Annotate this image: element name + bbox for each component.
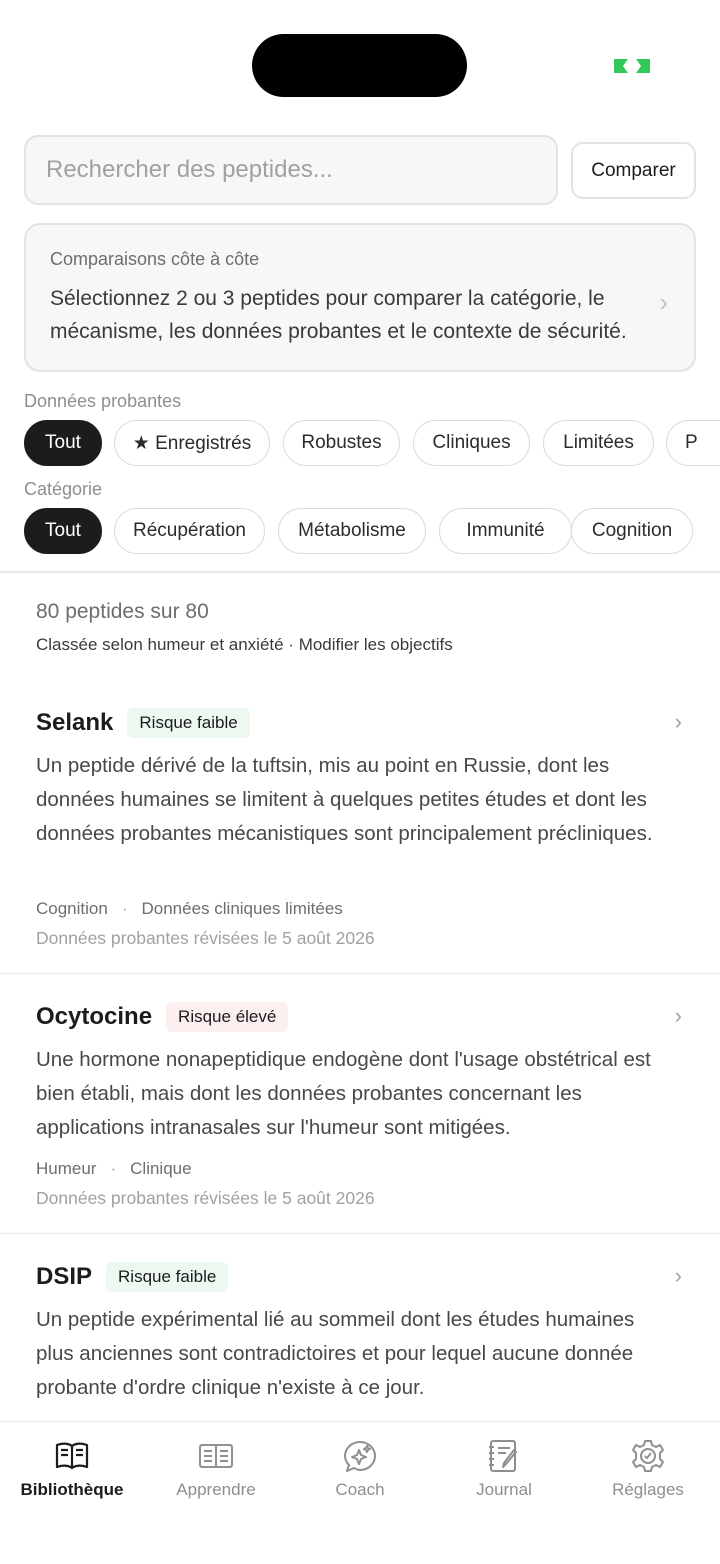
compare-card-title: Comparaisons côte à côte bbox=[50, 249, 260, 269]
category-chip-immunity[interactable]: Immunité bbox=[439, 508, 572, 554]
peptide-name: DSIP bbox=[36, 1263, 93, 1290]
risk-badge: Risque élevé bbox=[166, 1002, 288, 1032]
peptide-category: Humeur bbox=[36, 1159, 97, 1178]
category-chip-row bbox=[24, 508, 720, 554]
risk-badge: Risque faible bbox=[106, 1262, 228, 1292]
compare-button[interactable]: Comparer bbox=[571, 142, 696, 199]
peptide-header bbox=[36, 1261, 228, 1293]
evidence-chip-clinical[interactable]: Cliniques bbox=[413, 420, 530, 466]
chevron-right-icon: › bbox=[674, 709, 682, 734]
evidence-chip-saved[interactable]: ★ Enregistrés bbox=[114, 420, 270, 466]
chevron-right-icon: › bbox=[674, 1263, 682, 1288]
peptide-meta bbox=[36, 899, 343, 919]
peptide-category: Cognition bbox=[36, 899, 108, 918]
category-chip-cognition[interactable]: Cognition bbox=[571, 508, 693, 554]
chevron-right-icon: › bbox=[659, 287, 668, 317]
tab-journal[interactable] bbox=[432, 1422, 576, 1522]
peptide-evidence: Données cliniques limitées bbox=[141, 899, 343, 918]
evidence-filter-label: Données probantes bbox=[24, 391, 182, 411]
divider bbox=[0, 571, 720, 573]
peptide-description: Un peptide dérivé de la tuftsin, mis au point en Russie, dont les données humaines se limitent à quelques petites études et dont les données probantes mécanistiques sont principalement précliniques. bbox=[36, 754, 653, 845]
tab-coach[interactable] bbox=[288, 1422, 432, 1522]
tab-learn[interactable] bbox=[144, 1422, 288, 1522]
tab-label: Réglages bbox=[612, 1480, 684, 1499]
evidence-chip-limited[interactable]: Limitées bbox=[543, 420, 654, 466]
ranking-info: Classée selon humeur et anxiété · Modifier les objectifs bbox=[36, 635, 453, 654]
gear-icon bbox=[630, 1438, 666, 1474]
meta-separator: · bbox=[110, 1159, 117, 1178]
book-open-icon bbox=[54, 1438, 90, 1474]
category-chip-recovery[interactable]: Récupération bbox=[114, 508, 265, 554]
evidence-chip-more[interactable]: P bbox=[666, 420, 720, 466]
tab-settings[interactable] bbox=[576, 1422, 720, 1522]
tab-label: Coach bbox=[335, 1480, 385, 1499]
dynamic-island bbox=[252, 34, 467, 97]
tab-library[interactable] bbox=[0, 1422, 144, 1522]
tab-bar bbox=[0, 1421, 720, 1564]
peptide-name: Selank bbox=[36, 709, 114, 736]
results-count: 80 peptides sur 80 bbox=[36, 600, 209, 623]
chat-sparkle-icon bbox=[342, 1438, 378, 1474]
tab-label: Apprendre bbox=[176, 1480, 256, 1499]
peptide-card-selank[interactable] bbox=[0, 707, 720, 974]
peptide-card-ocytocine[interactable] bbox=[0, 1001, 720, 1234]
peptide-reviewed-date: Données probantes révisées le 5 août 2026 bbox=[36, 1188, 375, 1208]
category-filter-label: Catégorie bbox=[24, 479, 103, 499]
chevron-right-icon: › bbox=[674, 1003, 682, 1028]
category-chip-all[interactable]: Tout bbox=[24, 508, 102, 554]
peptide-header bbox=[36, 1001, 288, 1033]
evidence-chip-row bbox=[24, 420, 720, 466]
reader-icon bbox=[198, 1438, 234, 1474]
peptide-header bbox=[36, 707, 250, 739]
peptide-description: Une hormone nonapeptidique endogène dont l'usage obstétrical est bien établi, mais dont les données probantes concernant les applications intranasales sur l'humeur sont mitigées. bbox=[36, 1048, 651, 1139]
tab-label: Journal bbox=[476, 1480, 532, 1499]
category-chip-metabolism[interactable]: Métabolisme bbox=[278, 508, 426, 554]
peptide-meta bbox=[36, 1159, 192, 1179]
evidence-chip-robust[interactable]: Robustes bbox=[283, 420, 400, 466]
compare-card-text: Sélectionnez 2 ou 3 peptides pour comparer la catégorie, le mécanisme, les données probantes et le contexte de sécurité. bbox=[50, 287, 627, 343]
camera-in-use-indicator-icon bbox=[610, 56, 654, 76]
peptide-reviewed-date: Données probantes révisées le 5 août 2026 bbox=[36, 928, 375, 948]
meta-separator: · bbox=[121, 899, 128, 918]
peptide-evidence: Clinique bbox=[130, 1159, 192, 1178]
risk-badge: Risque faible bbox=[127, 708, 249, 738]
search-row bbox=[24, 135, 696, 205]
status-bar bbox=[0, 0, 720, 120]
search-input[interactable] bbox=[24, 135, 558, 205]
notebook-pen-icon bbox=[486, 1438, 522, 1474]
peptide-card-dsip[interactable] bbox=[0, 1261, 720, 1421]
compare-card[interactable] bbox=[24, 223, 696, 372]
evidence-chip-all[interactable]: Tout bbox=[24, 420, 102, 466]
peptide-name: Ocytocine bbox=[36, 1003, 153, 1030]
tab-label: Bibliothèque bbox=[20, 1480, 124, 1499]
peptide-description: Un peptide expérimental lié au sommeil dont les études humaines plus anciennes sont contradictoires et pour lequel aucune donnée probante d'ordre clinique n'existe à ce jour. bbox=[36, 1308, 635, 1399]
